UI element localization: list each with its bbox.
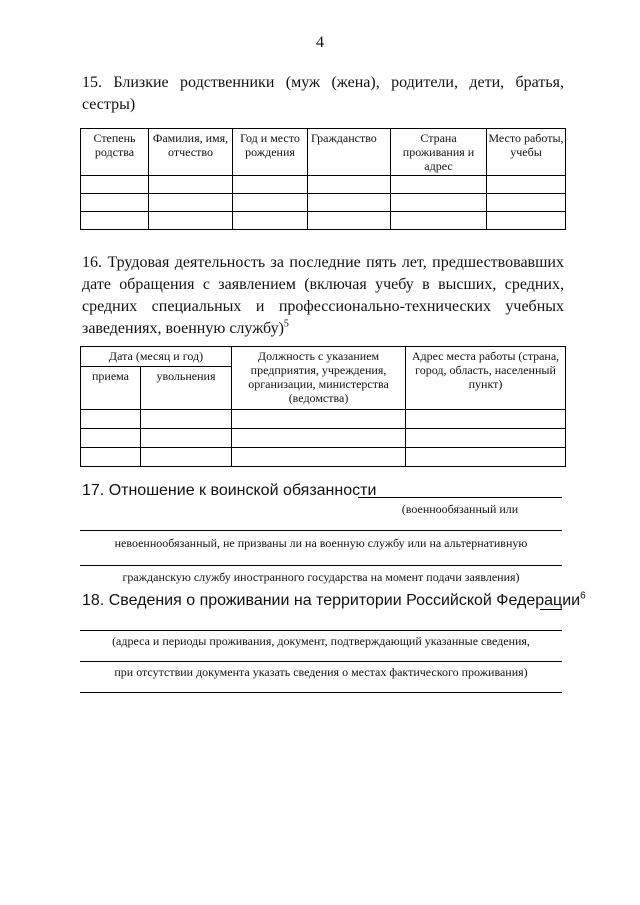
table-cell[interactable] [81, 448, 141, 467]
residence-field-start[interactable] [540, 609, 562, 610]
table-cell[interactable] [149, 194, 233, 212]
military-hint-3: гражданскую службу иностранного государства на момент подачи заявления) [122, 570, 520, 584]
footnote-5: 5 [283, 318, 289, 330]
residence-hint-1: (адреса и периоды проживания, документ, подтверждающий указанные сведения, [112, 634, 530, 648]
table-row [81, 448, 566, 467]
table-cell[interactable] [149, 212, 233, 230]
table-cell[interactable] [308, 176, 391, 194]
header-residence: Страна проживания и адрес [391, 129, 487, 176]
table-cell[interactable] [391, 176, 487, 194]
table-row [81, 176, 566, 194]
section-17-title: 17. Отношение к воинской обязанности [82, 482, 377, 499]
military-line-2[interactable] [80, 530, 562, 531]
residence-line-2[interactable] [80, 661, 562, 662]
table-cell[interactable] [149, 176, 233, 194]
header-work-address: Адрес места работы (страна, город, область, населенный пункт) [406, 347, 566, 410]
table-cell[interactable] [391, 212, 487, 230]
table-cell[interactable] [487, 212, 566, 230]
residence-line-1[interactable] [80, 630, 562, 631]
table-cell[interactable] [232, 448, 406, 467]
table-cell[interactable] [233, 194, 308, 212]
table-cell[interactable] [233, 212, 308, 230]
table-cell[interactable] [406, 429, 566, 448]
residence-line-3[interactable] [80, 692, 562, 693]
table-cell[interactable] [141, 448, 232, 467]
relatives-header-row [81, 129, 566, 176]
table-row [81, 194, 566, 212]
header-date: Дата (месяц и год) [81, 347, 232, 367]
footnote-6: 6 [580, 590, 586, 602]
table-cell[interactable] [232, 429, 406, 448]
table-row [81, 212, 566, 230]
table-cell[interactable] [81, 176, 149, 194]
page-number: 4 [316, 34, 324, 51]
section-16-text: 16. Трудовая деятельность за последние пять лет, предшествовавших дате обращения с заявлением (включая учебу в высших, средних, средних специальных и профессионально-технических учебных заведениях, военную службу) [82, 254, 564, 337]
section-16-title [82, 252, 564, 340]
military-hint-2: невоеннообязанный, не призваны ли на военную службу или на альтернативную [114, 536, 528, 550]
table-cell[interactable] [81, 212, 149, 230]
header-dismissal: увольнения [141, 367, 232, 410]
header-relation: Степень родства [81, 129, 149, 176]
table-cell[interactable] [141, 410, 232, 429]
header-full-name: Фамилия, имя, отчество [149, 129, 233, 176]
table-cell[interactable] [406, 448, 566, 467]
table-cell[interactable] [308, 194, 391, 212]
header-workplace: Место работы, учебы [487, 129, 566, 176]
table-cell[interactable] [81, 410, 141, 429]
table-cell[interactable] [406, 410, 566, 429]
table-cell[interactable] [141, 429, 232, 448]
residence-hint-2: при отсутствии документа указать сведения о местах фактического проживания) [114, 665, 528, 679]
table-cell[interactable] [391, 194, 487, 212]
table-cell[interactable] [81, 194, 149, 212]
military-hint-1: (военнообязанный или [401, 502, 519, 516]
table-cell[interactable] [487, 194, 566, 212]
military-line-3[interactable] [80, 565, 562, 566]
table-cell[interactable] [232, 410, 406, 429]
table-row [81, 410, 566, 429]
header-birth: Год и место рождения [233, 129, 308, 176]
section-18-title [82, 592, 586, 610]
section-15-title: 15. Близкие родственники (муж (жена), родители, дети, братья, сестры) [82, 74, 564, 113]
military-status-field[interactable] [358, 497, 562, 498]
table-cell[interactable] [81, 429, 141, 448]
table-cell[interactable] [233, 176, 308, 194]
header-hire: приема [81, 367, 141, 410]
header-position: Должность с указанием предприятия, учреждения, организации, министерства (ведомства) [232, 347, 406, 410]
relatives-table [80, 128, 566, 230]
header-citizenship: Гражданство [308, 129, 391, 176]
section-18-text: 18. Сведения о проживании на территории Российской Федерации [82, 592, 581, 609]
employment-table [80, 346, 566, 467]
table-row [81, 429, 566, 448]
table-cell[interactable] [308, 212, 391, 230]
employment-header-row [81, 347, 566, 367]
table-cell[interactable] [487, 176, 566, 194]
